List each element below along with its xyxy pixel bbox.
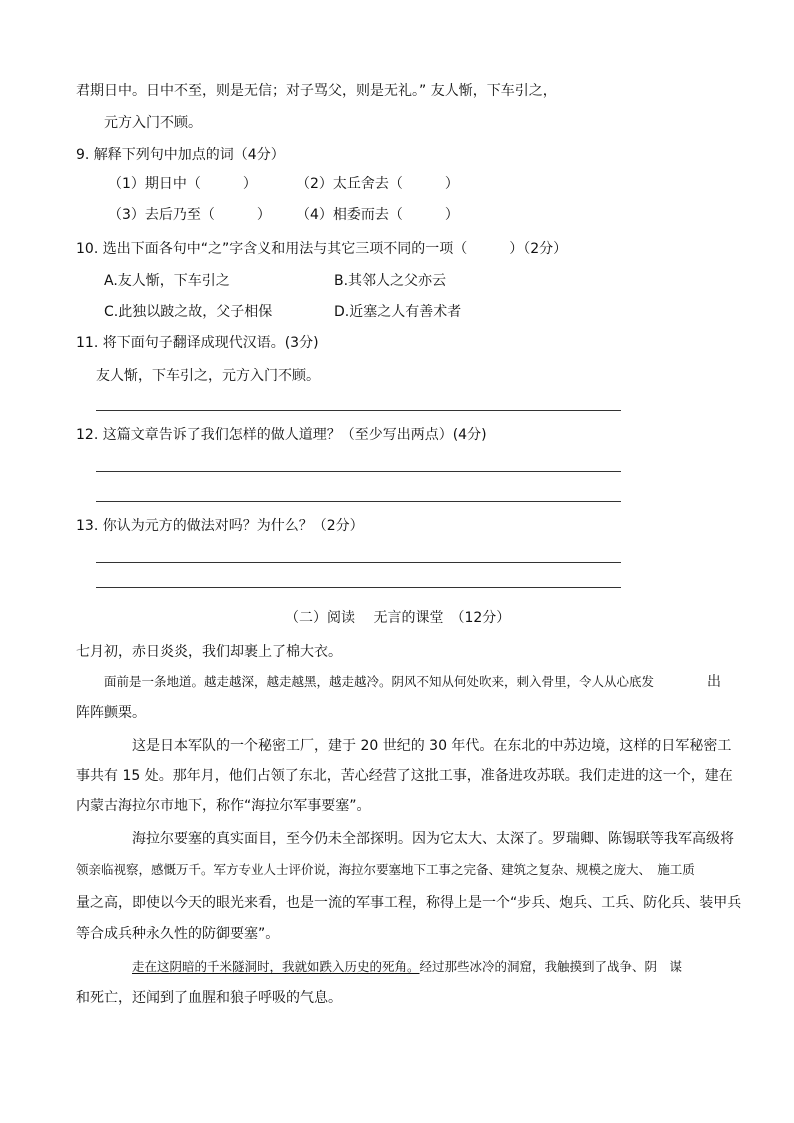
q9-item-3: （3）去后乃至（ ） [108,207,271,223]
section2-paragraph-3-line-2: 事共有 15 处。那年月，他们占领了东北，苦心经营了这批工事，准备进攻苏联。我们走进的这一个，建在 [76,768,733,784]
section2-paragraph-4-line-3: 量之高，即使以今天的眼光来看，也是一流的军事工程，称得上是一个“步兵、炮兵、工兵、防化兵、装甲兵 [76,895,742,911]
q12-answer-line-2[interactable] [96,501,621,502]
q13-answer-line-1[interactable] [96,562,621,563]
passage-line-1: 君期日中。日中不至，则是无信；对子骂父，则是无礼。” 友人惭，下车引之， [76,83,557,99]
q11-sentence: 友人惭，下车引之，元方入门不顾。 [96,368,320,384]
section2-paragraph-5-line-1-rest: 经过那些冰冷的洞窟，我触摸到了战争、阴 谋 [419,959,683,974]
q11-stem: 11. 将下面句子翻译成现代汉语。(3分) [76,335,319,351]
section2-paragraph-3-line-3: 内蒙古海拉尔市地下，称作“海拉尔军事要塞”。 [76,798,371,814]
q13-answer-line-2[interactable] [96,587,621,588]
passage-line-2: 元方入门不顾。 [104,115,202,131]
section2-paragraph-4-line-2: 领亲临视察，感慨万千。军方专业人士评价说，海拉尔要塞地下工事之完备、建筑之复杂、规模之庞大、 施工质 [76,862,695,877]
q10-option-d: D.近塞之人有善术者 [334,304,462,320]
section2-paragraph-4-line-1: 海拉尔要塞的真实面目，至今仍未全部探明。因为它太大、太深了。罗瑞卿、陈锡联等我军高级将 [132,831,734,847]
q11-answer-line[interactable] [96,410,621,411]
section2-paragraph-4-line-4: 等合成兵种永久性的防御要塞”。 [76,926,280,942]
q10-option-c: C.此独以跛之故，父子相保 [104,304,273,320]
q9-item-4: （4）相委而去（ ） [296,207,459,223]
q10-option-a: A.友人惭，下车引之 [104,273,230,289]
q9-item-1: （1）期日中（ ） [108,176,257,192]
section2-paragraph-2-end-char: 出 [707,674,721,690]
q12-answer-line-1[interactable] [96,471,621,472]
section2-paragraph-2-line-2: 阵阵颤栗。 [76,705,146,721]
section2-paragraph-1: 七月初，赤日炎炎，我们却裹上了棉大衣。 [76,644,342,660]
section2-paragraph-5-line-2: 和死亡，还闻到了血腥和狼子呼吸的气息。 [76,990,342,1006]
section2-underlined-sentence: 走在这阴暗的千米隧洞时，我就如跌入历史的死角。 [132,959,420,974]
section2-paragraph-3-line-1: 这是日本军队的一个秘密工厂，建于 20 世纪的 30 年代。在东北的中苏边境，这样的日军秘密工 [132,738,732,754]
q13-stem: 13. 你认为元方的做法对吗？为什么？（2分） [76,518,364,534]
q10-stem: 10. 选出下面各句中“之”字含义和用法与其它三项不同的一项（ ）（2分） [76,241,568,257]
q10-option-b: B.其邻人之父亦云 [334,273,447,289]
q12-stem: 12. 这篇文章告诉了我们怎样的做人道理？（至少写出两点）(4分) [76,427,487,443]
q9-stem: 9. 解释下列句中加点的词（4分） [76,147,285,163]
section2-title: （二）阅读 无言的课堂 （12分） [285,610,511,626]
q9-item-2: （2）太丘舍去（ ） [296,176,459,192]
section2-paragraph-2-line-1: 面前是一条地道。越走越深，越走越黑，越走越冷。阴风不知从何处吹来，刺入骨里，令人从心底发 [104,674,655,689]
